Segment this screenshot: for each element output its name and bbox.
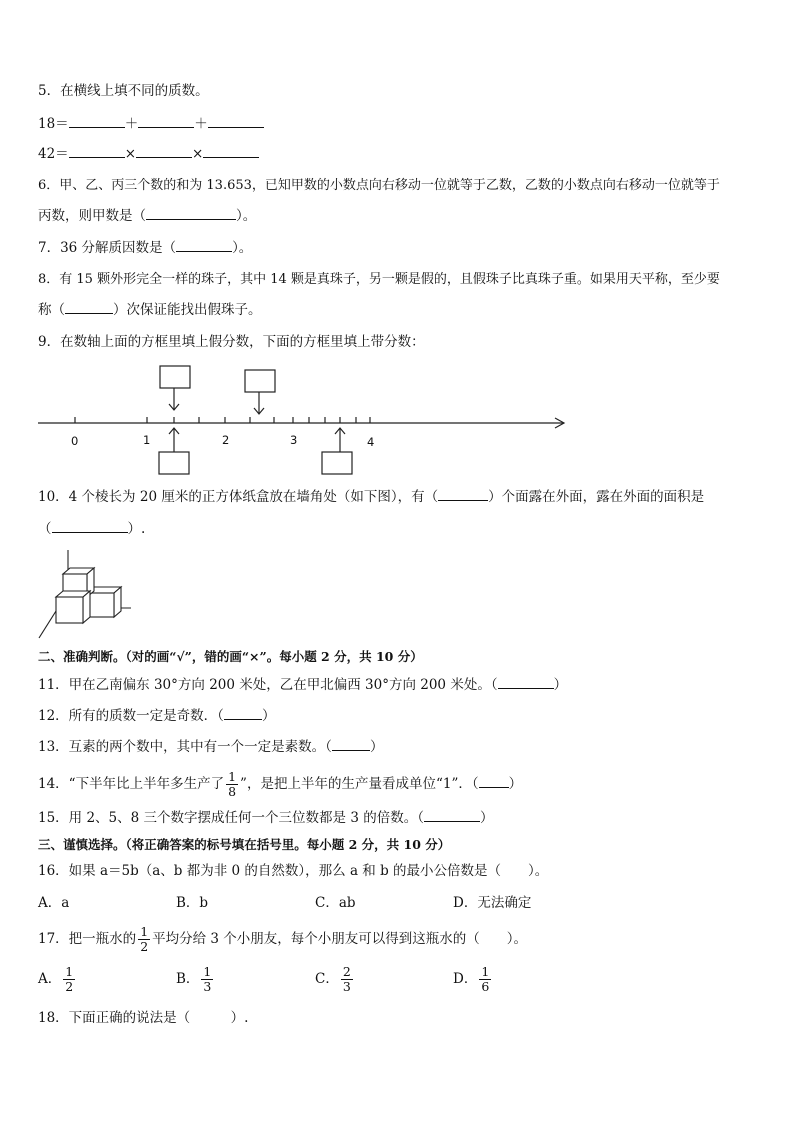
q5-blank-2[interactable] [138,115,194,128]
q7-line [38,239,252,257]
q10-text-c: （ [38,521,52,537]
q14-text-a: 14．“下半年比上半年多生产了 [38,776,225,792]
axis-ticks [75,417,370,423]
cubes-figure [30,545,140,645]
q12-text-a: 12．所有的质数一定是奇数．（ [38,708,224,724]
answer-box-bottom-2[interactable] [322,452,352,474]
q13-text-a: 13．互素的两个数中，其中有一个一定是素数。（ [38,739,332,755]
q6-text-b: ）。 [236,208,257,224]
q6-line1: 6．甲、乙、丙三个数的和为 13.653，已知甲数的小数点向右移动一位就等于乙数，乙数的小数点向右移动一位就等于 [38,178,720,193]
q17-option-d-fraction [479,965,491,994]
q13-line [38,738,383,756]
tick-label-1: 1 [143,433,151,447]
q17-frac-den: 2 [140,939,149,954]
section-2-heading: 二、准确判断。（对的画“√”，错的画“×”。每小题 2 分，共 10 分） [38,649,423,664]
q17-option-d-num: 1 [481,964,490,979]
q10-text-b: ）个面露在外面，露在外面的面积是 [488,489,705,505]
q17-option-b-num: 1 [203,964,212,979]
q10-line1 [38,488,704,506]
q5-plus-2: ＋ [194,116,208,132]
q8-line2 [38,301,262,319]
q17-option-a[interactable] [38,962,77,996]
q5-line2-lhs: 42＝ [38,146,69,162]
q16-option-c[interactable]: C．ab [315,895,356,911]
q9-stem: 9．在数轴上面的方框里填上假分数，下面的方框里填上带分数： [38,334,425,350]
q12-text-b: ） [261,708,276,724]
q12-line [38,707,275,725]
q5-times-1: × [124,146,136,162]
q6-blank[interactable] [146,207,236,220]
q17-option-a-fraction [63,965,75,994]
q10-text-d: ）. [127,521,146,537]
q11-line [38,676,567,694]
q14-line [38,768,522,800]
q8-text-b: ）次保证能找出假珠子。 [113,302,262,318]
q7-text-a: 7．36 分解质因数是（ [38,240,177,256]
q7-text-b: ）。 [232,240,253,256]
q5-blank-4[interactable] [69,145,125,158]
q17-option-c-fraction [341,965,353,994]
q18-stem: 18．下面正确的说法是（ ）. [38,1010,249,1026]
q5-line1 [38,115,264,133]
q7-blank[interactable] [176,239,232,252]
q5-blank-1[interactable] [69,115,125,128]
q5-plus-1: ＋ [124,116,139,132]
section-3-heading: 三、谨慎选择。（将正确答案的标号填在括号里。每小题 2 分，共 10 分） [38,837,451,852]
tick-label-2: 2 [222,433,230,447]
q13-text-b: ） [369,739,384,755]
tick-label-3: 3 [290,433,298,447]
q17-fraction [138,925,150,954]
q17-option-d-den: 6 [481,979,490,994]
q14-frac-den: 8 [228,784,237,799]
q8-blank[interactable] [65,301,113,314]
q10-blank-1[interactable] [438,488,488,501]
q6-text-a: 丙数，则甲数是（ [38,208,146,224]
q17-option-a-den: 2 [65,979,74,994]
q10-blank-2[interactable] [52,520,128,533]
q17-option-d[interactable] [453,962,493,996]
q15-line [38,809,493,827]
q14-frac-num: 1 [228,769,237,784]
q5-line1-lhs: 18＝ [38,116,69,132]
q5-blank-5[interactable] [136,145,192,158]
q10-line2 [38,520,145,538]
q17-option-a-num: 1 [65,964,74,979]
q16-option-d[interactable]: D．无法确定 [453,895,532,911]
q11-text-a: 11．甲在乙南偏东 30°方向 200 米处，乙在甲北偏西 30°方向 200 米处。（ [38,677,498,693]
q17-frac-num: 1 [140,924,149,939]
q14-text-b: ”，是把上半年的生产量看成单位“1”．（ [240,776,479,792]
q5-times-2: × [192,146,204,162]
answer-box-bottom-1[interactable] [159,452,189,474]
q10-text-a: 10．4 个棱长为 20 厘米的正方体纸盒放在墙角处（如下图），有（ [38,489,439,505]
q17-stem [38,922,527,956]
q16-option-a[interactable]: A．a [38,895,70,911]
q13-blank[interactable] [332,738,370,751]
q11-text-b: ） [553,677,568,693]
q14-fraction [226,770,238,799]
q17-option-b-fraction [201,965,213,994]
q15-blank[interactable] [424,809,480,822]
q15-text-b: ） [479,810,494,826]
q5-line2 [38,145,259,163]
q11-blank[interactable] [498,676,554,689]
q17-option-d-label: D． [453,971,478,987]
q17-option-c-num: 2 [342,964,351,979]
q15-text-a: 15．用 2、5、8 三个数字摆成任何一个三位数都是 3 的倍数。（ [38,810,424,826]
q8-text-a: 称（ [38,302,65,318]
tick-label-4: 4 [367,435,375,449]
q17-text-b: 平均分给 3 个小朋友，每个小朋友可以得到这瓶水的（ ）。 [152,931,528,947]
q17-text-a: 17．把一瓶水的 [38,931,137,947]
q14-blank[interactable] [479,775,509,788]
q5-blank-6[interactable] [203,145,259,158]
q16-stem: 16．如果 a＝5b（a、b 都为非 0 的自然数），那么 a 和 b 的最小公倍数是（ ）。 [38,863,549,879]
answer-box-top-2[interactable] [245,370,275,392]
number-line-figure [0,360,794,480]
q17-option-c[interactable] [315,962,355,996]
q17-option-c-label: C． [315,971,339,987]
q14-text-c: ） [508,776,523,792]
q17-option-b-den: 3 [203,979,212,994]
tick-label-0: 0 [71,434,79,448]
q8-line1: 8．有 15 颗外形完全一样的珠子，其中 14 颗是真珠子，另一颗是假的，且假珠子比真珠子重。如果用天平称，至少要 [38,272,720,287]
q12-blank[interactable] [224,707,262,720]
q5-blank-3[interactable] [208,115,264,128]
answer-box-top-1[interactable] [160,366,190,388]
q16-option-b[interactable]: B．b [176,895,209,911]
q17-option-b-label: B． [176,971,200,987]
q5-stem: 5．在横线上填不同的质数。 [38,83,209,99]
q17-option-c-den: 3 [342,979,351,994]
q6-line2 [38,207,256,225]
q17-option-a-label: A． [38,971,62,987]
q17-option-b[interactable] [176,962,215,996]
